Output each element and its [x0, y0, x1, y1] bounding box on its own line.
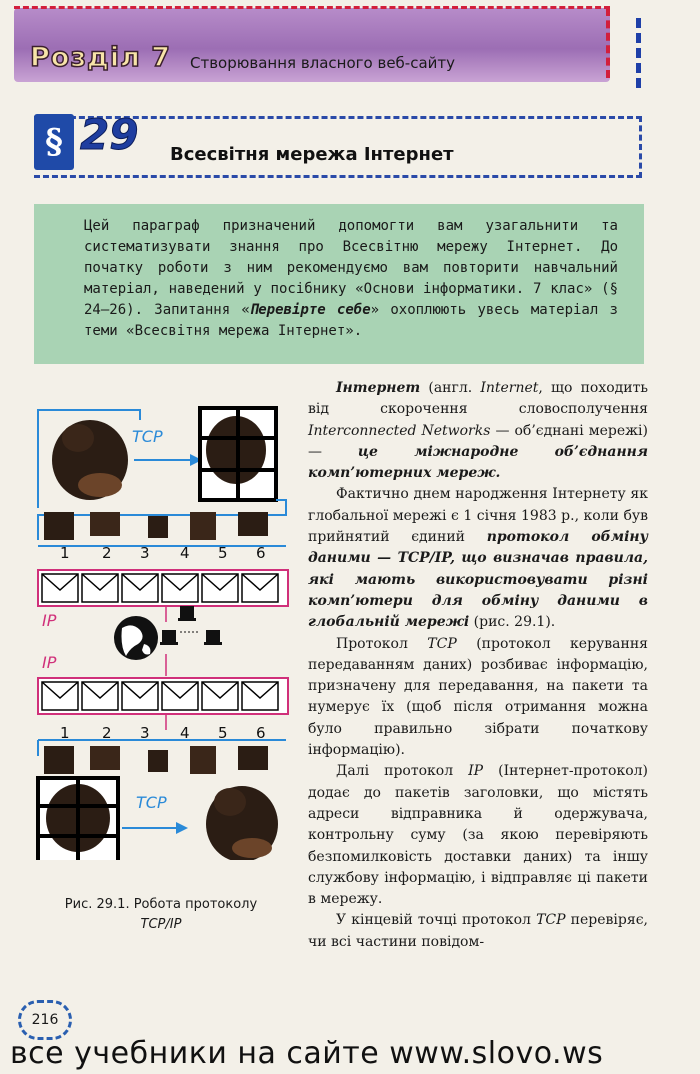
- computer-icons: [160, 606, 222, 645]
- page-number: 216: [18, 1000, 72, 1040]
- split-grid-bottom: [38, 778, 118, 860]
- chapter-title: Створювання власного веб-сайту: [190, 54, 456, 72]
- ip-label-bottom: IP: [42, 653, 57, 672]
- tcp-ip-figure: [30, 400, 292, 860]
- intro-text: Цей параграф призначений допомогти вам узагальнити та систематизувати знання про Всесвітню мережу Інтернет. До початку роботи з ним рекомендуємо вам повторити навчальний матеріал, наведений у посібнику «Основи інформатики. 7 клас» (§ 24–26). Запитання «: [84, 218, 618, 318]
- tcp-label-bottom: TCP: [136, 793, 167, 812]
- envelope-row-bottom: [38, 678, 288, 714]
- packet-num-1: 1: [60, 544, 70, 562]
- packet-num-b2: 2: [102, 724, 112, 742]
- dog-image-top: [52, 420, 128, 500]
- packet-num-b6: 6: [256, 724, 266, 742]
- chapter-label: Розділ 7: [30, 42, 172, 73]
- intro-bold: Перевірте себе: [249, 302, 371, 318]
- footer-watermark-text: все учебники на сайте www.slovo.ws: [10, 1036, 604, 1071]
- packet-num-b1: 1: [60, 724, 70, 742]
- packet-num-2: 2: [102, 544, 112, 562]
- figure-caption: [30, 895, 292, 935]
- packet-num-6: 6: [256, 544, 266, 562]
- section-number: 29: [80, 110, 139, 159]
- packet-pieces-top: [44, 512, 268, 540]
- packet-num-5: 5: [218, 544, 228, 562]
- paragraph-2: Фактично днем народження Інтернету як глобальної мережі є 1 січня 1983 р., коли був прийнятий єдиний протокол обміну даними — TCP/IP, що визначав правила, які мають використовувати різні комп’ютери для обміну даними в глобальній мережі (рис. 29.1).: [308, 486, 648, 631]
- network-globe-icon: [114, 616, 158, 660]
- banner-dashed-edge: [606, 8, 610, 78]
- tcp-label-top: TCP: [132, 427, 163, 446]
- paragraph-1: Інтернет (англ. Internet, що походить від скорочення словосполучення Interconnected Networks — об’єднані мережі) — це міжнародне об’єднання комп’ютерних мереж.: [308, 380, 649, 482]
- packet-num-4: 4: [180, 544, 190, 562]
- dog-image-bottom: [206, 786, 278, 860]
- banner-dashed-line: [14, 6, 610, 9]
- caption-line2: TCP/IP: [140, 917, 182, 932]
- paragraph-5: У кінцевій точці протокол TCP перевіряє, чи всі частини повідом-: [308, 912, 648, 950]
- paragraph-3: Протокол TCP (протокол керування передаванням даних) розбиває інформацію, призначену для передавання, на пакети та нумерує їх (щоб після отримання можна було правильно зібрати початкову інформацію).: [308, 635, 649, 759]
- packet-pieces-bottom: [44, 746, 268, 774]
- ip-label-top: IP: [42, 611, 57, 630]
- banner-blue-dashes: [636, 18, 641, 88]
- section-sign: §: [34, 114, 74, 170]
- body-text: [308, 378, 648, 953]
- packet-num-3: 3: [140, 544, 150, 562]
- envelope-row-top: [38, 570, 288, 606]
- packet-num-b5: 5: [218, 724, 228, 742]
- caption-line1: Рис. 29.1. Робота протоколу: [64, 897, 258, 912]
- packet-num-b3: 3: [140, 724, 150, 742]
- intro-box: [34, 204, 644, 364]
- intro-text-end: » охоплюють увесь матеріал з теми «Всесвітня мережа Інтернет».: [84, 302, 618, 339]
- section-title: Всесвітня мережа Інтернет: [170, 144, 454, 165]
- paragraph-4: Далі протокол IP (Інтернет-протокол) додає до пакетів заголовки, що містять адреси відправника й одержувача, контрольну суму (за якою перевіряють безпомилковість доставки даних) та іншу службову інформацію, і відправляє ці пакети в мережу.: [308, 763, 648, 908]
- split-grid-top: [200, 408, 276, 500]
- packet-num-b4: 4: [180, 724, 190, 742]
